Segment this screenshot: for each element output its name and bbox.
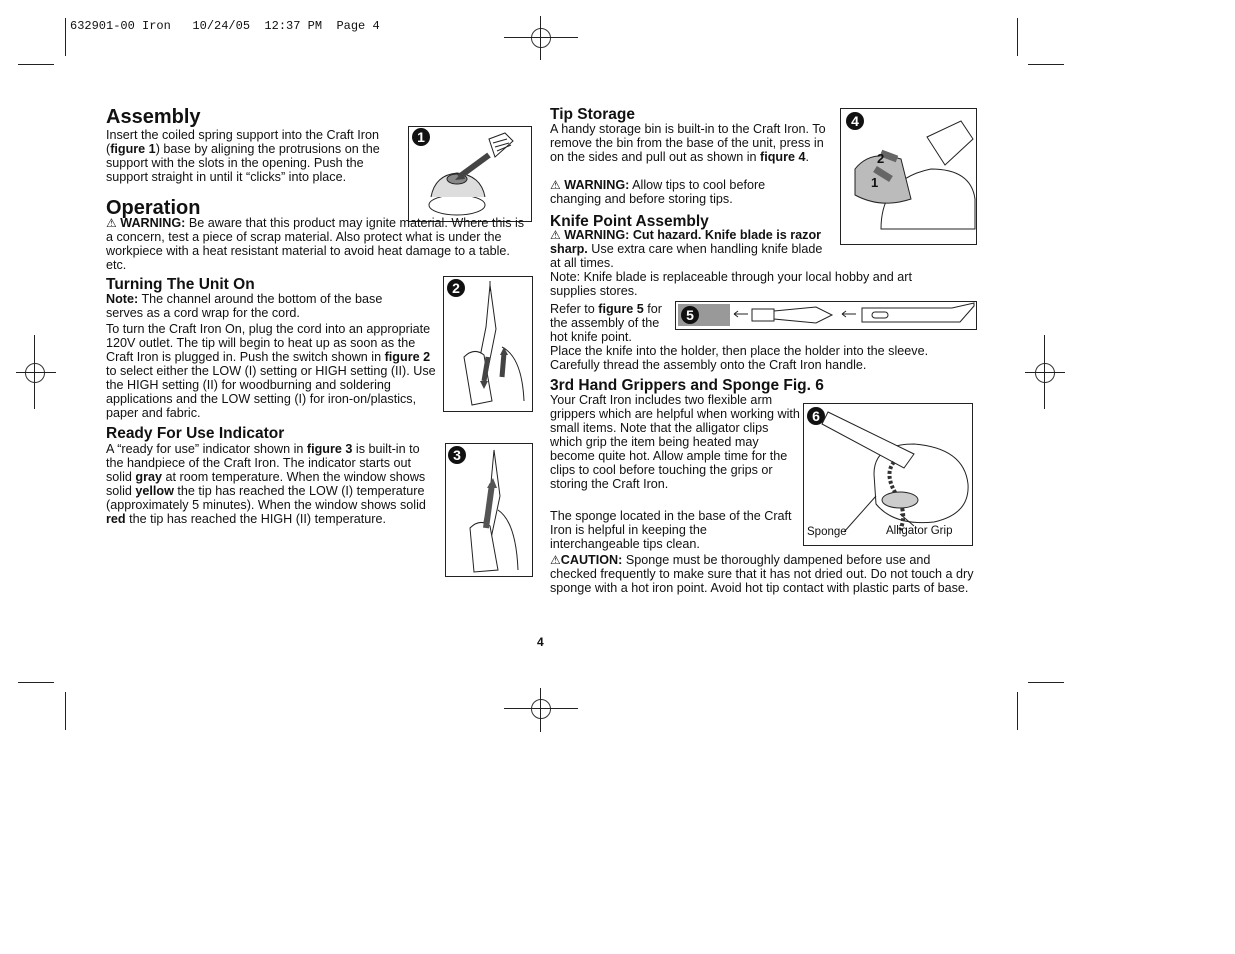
ready-heading: Ready For Use Indicator: [106, 425, 285, 442]
svg-text:1: 1: [871, 175, 879, 190]
tip-storage-figref: fiqure 4: [760, 150, 806, 164]
figure-6: [803, 403, 973, 546]
turning-on-heading: Turning The Unit On: [106, 276, 255, 293]
registration-line: [34, 335, 35, 409]
knife-warning: [550, 228, 830, 270]
ready-gray: gray: [135, 470, 163, 484]
figure-3-number: 3: [448, 446, 466, 464]
storage-bin-illustration: [841, 109, 976, 244]
knife-refer-a: Refer to: [550, 302, 599, 316]
registration-line: [504, 708, 578, 709]
warning-icon: ⚠: [550, 228, 561, 242]
crop-mark: [1017, 18, 1018, 56]
crop-mark: [65, 18, 66, 56]
ready-text-b: is built-in to the handpiece of the Craft Iron. The indicator starts out solid: [106, 442, 420, 484]
knife-place-text: Place the knife into the holder, then place the holder into the sleeve. Carefully thread the assembly onto the Craft Iron handle.: [550, 344, 929, 372]
ready-yellow: yellow: [135, 484, 174, 498]
svg-text:2: 2: [877, 151, 885, 166]
registration-line: [1025, 372, 1065, 373]
ready-text-c: at room temperature. When the window shows solid: [106, 470, 426, 498]
figure-5-number: 5: [681, 306, 699, 324]
figure-2: [443, 276, 533, 412]
turning-on-note: [106, 292, 411, 320]
registration-mark: [25, 363, 45, 383]
grippers-heading: 3rd Hand Grippers and Sponge Fig. 6: [550, 377, 824, 394]
handpiece-switch-illustration: [444, 277, 532, 411]
note-text: The channel around the bottom of the base serves as a cord wrap for the cord.: [106, 292, 383, 320]
registration-line: [16, 372, 56, 373]
assembly-text: [106, 128, 406, 184]
indicator-illustration: [446, 444, 532, 576]
note-label: Note:: [106, 292, 139, 306]
tip-storage-warning: [550, 178, 805, 206]
assembly-text-a: Insert the coiled spring support into the Craft Iron (: [106, 128, 380, 156]
assembly-figref: figure 1: [110, 142, 156, 156]
ready-text-e: the tip has reached the HIGH (II) temperature.: [125, 512, 387, 526]
registration-line: [540, 688, 541, 732]
figure-2-number: 2: [447, 279, 465, 297]
knife-heading: Knife Point Assembly: [550, 213, 709, 230]
operation-heading: Operation: [106, 197, 201, 219]
turning-on-text-b: to select either the LOW (I) setting or HIGH setting (II). Use the HIGH setting (II) for woodburning and soldering applications and the LOW setting (I) for iron-on/plastics, paper and fabric.: [106, 364, 436, 420]
ready-red: red: [106, 512, 126, 526]
figure-1: [408, 126, 532, 222]
warning-text: Allow tips to cool before changing and before storing tips.: [550, 178, 766, 206]
caution-label: CAUTION:: [560, 553, 623, 567]
figure-6-number: 6: [807, 407, 825, 425]
knife-warning-bold: WARNING: Cut hazard. Knife blade is razor sharp.: [550, 228, 822, 256]
ready-text-d: the tip has reached the LOW (I) temperature (approximately 5 minutes). When the window shows solid: [106, 484, 426, 512]
registration-mark: [531, 699, 551, 719]
knife-note: Note: Knife blade is replaceable through your local hobby and art supplies stores.: [550, 270, 912, 298]
figure-4-number: 4: [846, 112, 864, 130]
caution-text: [550, 553, 975, 595]
alligator-grip-label: Alligator Grip: [886, 525, 953, 537]
knife-refer: [550, 302, 674, 344]
tip-storage-text-b: .: [805, 150, 810, 164]
ready-text-a: A “ready for use” indicator shown in: [106, 442, 307, 456]
crop-mark: [65, 692, 66, 730]
tip-storage-text-a: A handy storage bin is built-in to the Craft Iron. To remove the bin from the base of the unit, press in on the sides and pull out as shown in: [550, 122, 826, 164]
crop-mark: [18, 682, 54, 683]
warning-icon: ⚠: [106, 216, 117, 230]
figure-4: [840, 108, 977, 245]
registration-mark: [1035, 363, 1055, 383]
registration-line: [1044, 335, 1045, 409]
tip-storage-text: [550, 122, 838, 164]
figure-1-number: 1: [412, 128, 430, 146]
figure-3: [445, 443, 533, 577]
knife-assembly-illustration: [676, 302, 976, 329]
print-slug: 632901-00 Iron 10/24/05 12:37 PM Page 4: [70, 19, 380, 33]
grippers-text: Your Craft Iron includes two flexible arm grippers which are helpful when working with small items. Note that the alligator clips which grip the item being heated may become quite hot. Allow ample time for the clips to cool before touching the grips or storing the Craft Iron.: [550, 393, 800, 491]
operation-warning: [106, 216, 531, 272]
figure-5: [675, 301, 977, 330]
crop-mark: [18, 64, 54, 65]
turning-on-text-a: To turn the Craft Iron On, plug the cord into an appropriate 120V outlet. The tip will begin to heat up as soon as the Craft Iron is plugged in. Push the switch shown in: [106, 322, 431, 364]
warning-label: WARNING:: [564, 178, 630, 192]
ready-text: [106, 442, 439, 526]
assembly-text-b: ) base by aligning the protrusions on the support with the slots in the opening. Push the support straight in until it “clicks” into place.: [106, 142, 380, 184]
registration-mark: [531, 28, 551, 48]
registration-line: [540, 16, 541, 60]
warning-label: WARNING:: [120, 216, 186, 230]
warning-icon: ⚠: [550, 178, 561, 192]
registration-line: [504, 37, 578, 38]
crop-mark: [1028, 64, 1064, 65]
turning-on-figref: figure 2: [384, 350, 431, 364]
warning-text: Be aware that this product may ignite material. Where this is a concern, test a piece of scrap material. Also protect what is under the workpiece with a heat resistant material to avoid heat damage to a table. etc.: [106, 216, 525, 272]
knife-figref: figure 5: [598, 302, 644, 316]
tip-storage-heading: Tip Storage: [550, 106, 635, 123]
grippers-illustration: [804, 404, 972, 545]
caution-icon: ⚠: [550, 553, 561, 567]
caution-body: Sponge must be thoroughly dampened before use and checked frequently to make sure that it has not dried out. Do not touch a dry sponge with a hot iron point. Avoid hot tip contact with plastic parts of base.: [550, 553, 974, 595]
assembly-heading: Assembly: [106, 106, 201, 128]
knife-warning-text: Use extra care when handling knife blade at all times.: [550, 242, 823, 270]
sponge-label: Sponge: [807, 526, 847, 538]
base-illustration: [409, 127, 531, 221]
turning-on-text: [106, 322, 442, 420]
crop-mark: [1028, 682, 1064, 683]
crop-mark: [1017, 692, 1018, 730]
page-number: 4: [537, 635, 544, 649]
sponge-text: The sponge located in the base of the Craft Iron is helpful in keeping the interchangeable tips clean.: [550, 509, 792, 551]
ready-figref: figure 3: [306, 442, 353, 456]
knife-refer-b: for the assembly of the hot knife point.: [550, 302, 662, 344]
